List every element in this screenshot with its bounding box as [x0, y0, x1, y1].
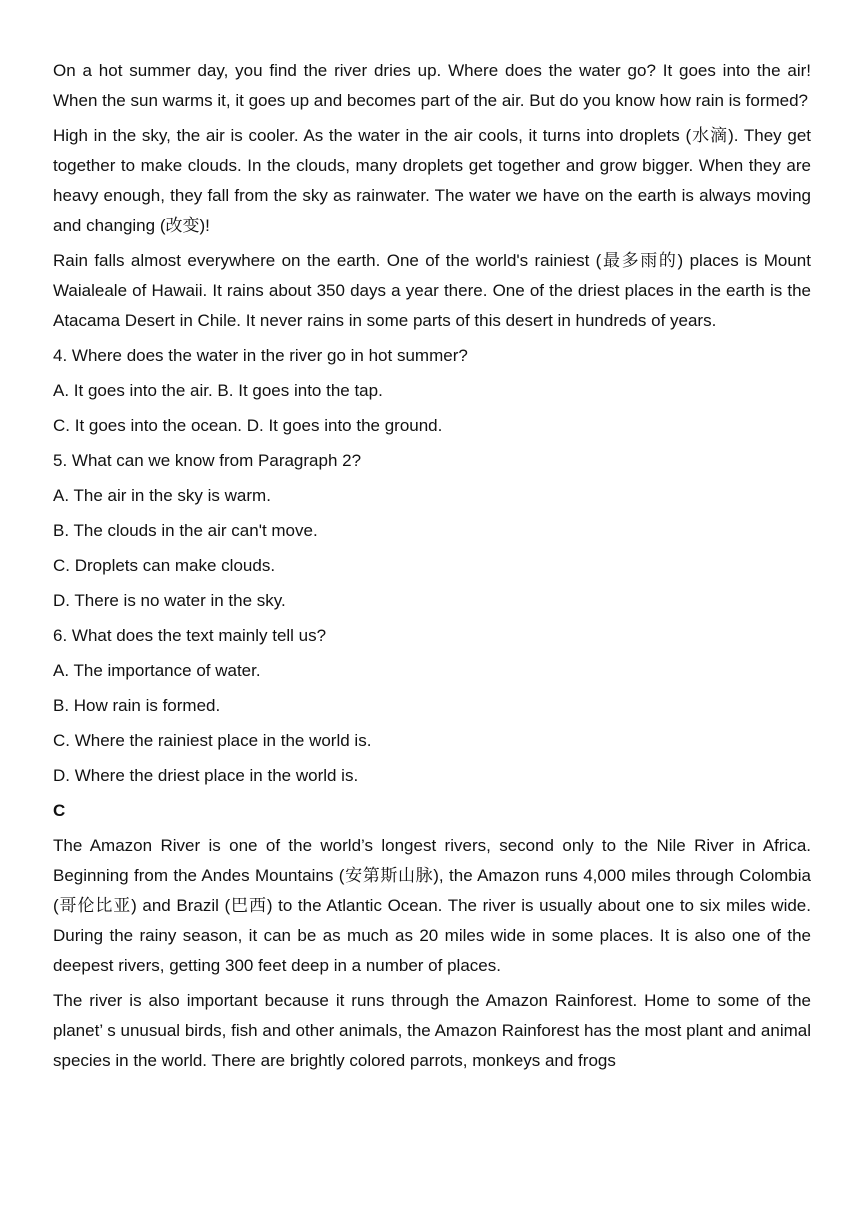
passage-b-paragraph-1: On a hot summer day, you find the river dries up. Where does the water go? It goes into the air! When the sun warms it, it goes up and becomes part of the air. But do you know how rain is formed?: [53, 61, 811, 110]
passage-b-paragraph-2: High in the sky, the air is cooler. As the water in the air cools, it turns into droplets (水滴). They get together to make clouds. In the clouds, many droplets get together and grow bigger. When they are heavy enough, they fall from the sky as rainwater. The water we have on the earth is always moving and changing (改变)!: [53, 126, 811, 235]
question-option: B. How rain is formed.: [53, 696, 221, 715]
question-stem: 6. What does the text mainly tell us?: [53, 626, 327, 645]
question-option: D. Where the driest place in the world is.: [53, 766, 359, 785]
question-option: C. Droplets can make clouds.: [53, 556, 276, 575]
question-option: A. The air in the sky is warm.: [53, 486, 271, 505]
question-option: B. The clouds in the air can't move.: [53, 521, 318, 540]
question-options-line: C. It goes into the ocean. D. It goes into the ground.: [53, 416, 443, 435]
question-option: A. The importance of water.: [53, 661, 261, 680]
passage-c-paragraph-2: The river is also important because it runs through the Amazon Rainforest. Home to some of the planet’ s unusual birds, fish and other animals, the Amazon Rainforest has the most plant and animal species in the world. There are brightly colored parrots, monkeys and frogs: [53, 991, 811, 1070]
question-stem: 5. What can we know from Paragraph 2?: [53, 451, 362, 470]
question-6: [53, 621, 811, 791]
passage-b-paragraph-3: Rain falls almost everywhere on the earth. One of the world's rainiest (最多雨的) places is Mount Waialeale of Hawaii. It rains about 350 days a year there. One of the driest places in the earth is the Atacama Desert in Chile. It never rains in some parts of this desert in hundreds of years.: [53, 251, 811, 330]
question-option: D. There is no water in the sky.: [53, 591, 286, 610]
section-heading: C: [53, 801, 66, 820]
question-option: C. Where the rainiest place in the world is.: [53, 731, 372, 750]
question-options-line: A. It goes into the air. B. It goes into the tap.: [53, 381, 383, 400]
question-5: [53, 446, 811, 616]
passage-c-paragraph-1: The Amazon River is one of the world’s longest rivers, second only to the Nile River in Africa. Beginning from the Andes Mountains (安第斯山脉), the Amazon runs 4,000 miles through Colombia (哥伦比亚) and Brazil (巴西) to the Atlantic Ocean. The river is usually about one to six miles wide. During the rainy season, it can be as much as 20 miles wide in some places. It is also one of the deepest rivers, getting 300 feet deep in a number of places.: [53, 836, 811, 975]
question-stem: 4. Where does the water in the river go in hot summer?: [53, 346, 468, 365]
question-4: [53, 341, 811, 441]
document-page: [53, 56, 811, 1081]
